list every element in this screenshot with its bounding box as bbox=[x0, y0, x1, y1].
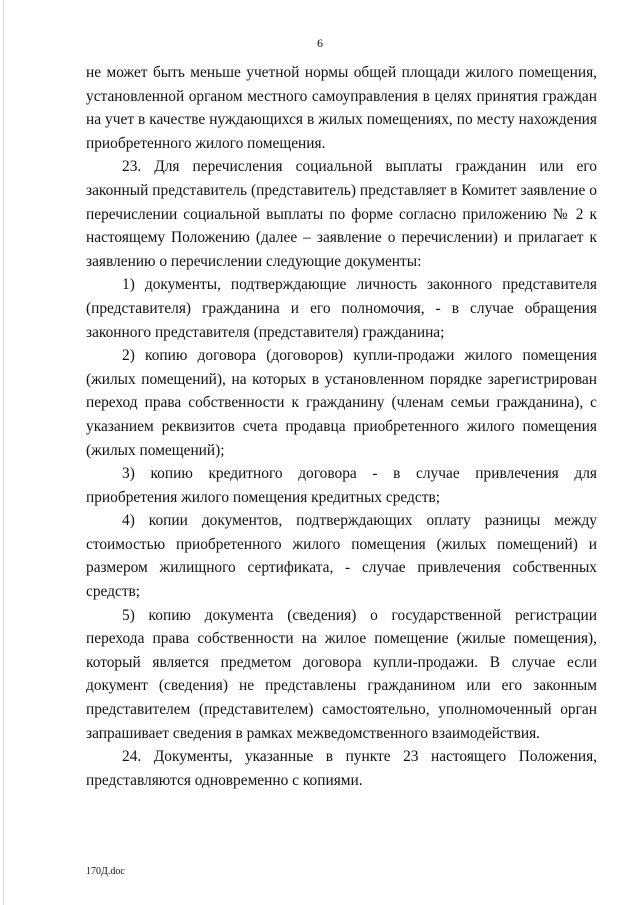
paragraph-clause-23: 23. Для перечисления социальной выплаты гражданин или его законный представитель (представитель) представляет в Комитет заявление о перечислении социальной выплаты по форме согласно приложению № 2 к настоящему Положению (далее – заявление о перечислении) и прилагает к заявлению о перечислении следующие документы: bbox=[86, 158, 597, 270]
list-item-4: 4) копии документов, подтверждающих оплату разницы между стоимостью приобретенного жилого помещения (жилых помещений) и размером жилищного сертификата, - случае привлечения собственных средств; bbox=[86, 512, 597, 601]
list-item-3: 3) копию кредитного договора - в случае привлечения для приобретения жилого помещения кредитных средств; bbox=[86, 465, 597, 506]
page-number: 6 bbox=[317, 36, 323, 50]
footer-filename: 170Д.doc bbox=[86, 866, 125, 877]
list-item-1: 1) документы, подтверждающие личность законного представителя (представителя) гражданина и его полномочия, - в случае обращения законного представителя (представителя) гражданина; bbox=[86, 276, 597, 341]
scan-edge-line bbox=[3, 0, 4, 905]
document-body bbox=[86, 61, 597, 792]
paragraph-clause-24: 24. Документы, указанные в пункте 23 настоящего Положения, представляются одновременно с копиями. bbox=[86, 748, 597, 789]
list-item-5: 5) копию документа (сведения) о государственной регистрации перехода права собственности на жилое помещение (жилые помещения), который является предметом договора купли-продажи. В случае если документ (сведения) не представлены гражданином или его законным представителем (представителем) самостоятельно, уполномоченный орган запрашивает сведения в рамках межведомственного взаимодействия. bbox=[86, 606, 597, 742]
list-item-2: 2) копию договора (договоров) купли-продажи жилого помещения (жилых помещений), на которых в установленном порядке зарегистрирован переход права собственности к гражданину (членам семьи гражданина), с указанием реквизитов счета продавца приобретенного жилого помещения (жилых помещений); bbox=[86, 347, 597, 459]
paragraph-continuation: не может быть меньше учетной нормы общей площади жилого помещения, установленной органом местного самоуправления в целях принятия граждан на учет в качестве нуждающихся в жилых помещениях, по месту нахождения приобретенного жилого помещения. bbox=[86, 64, 597, 152]
